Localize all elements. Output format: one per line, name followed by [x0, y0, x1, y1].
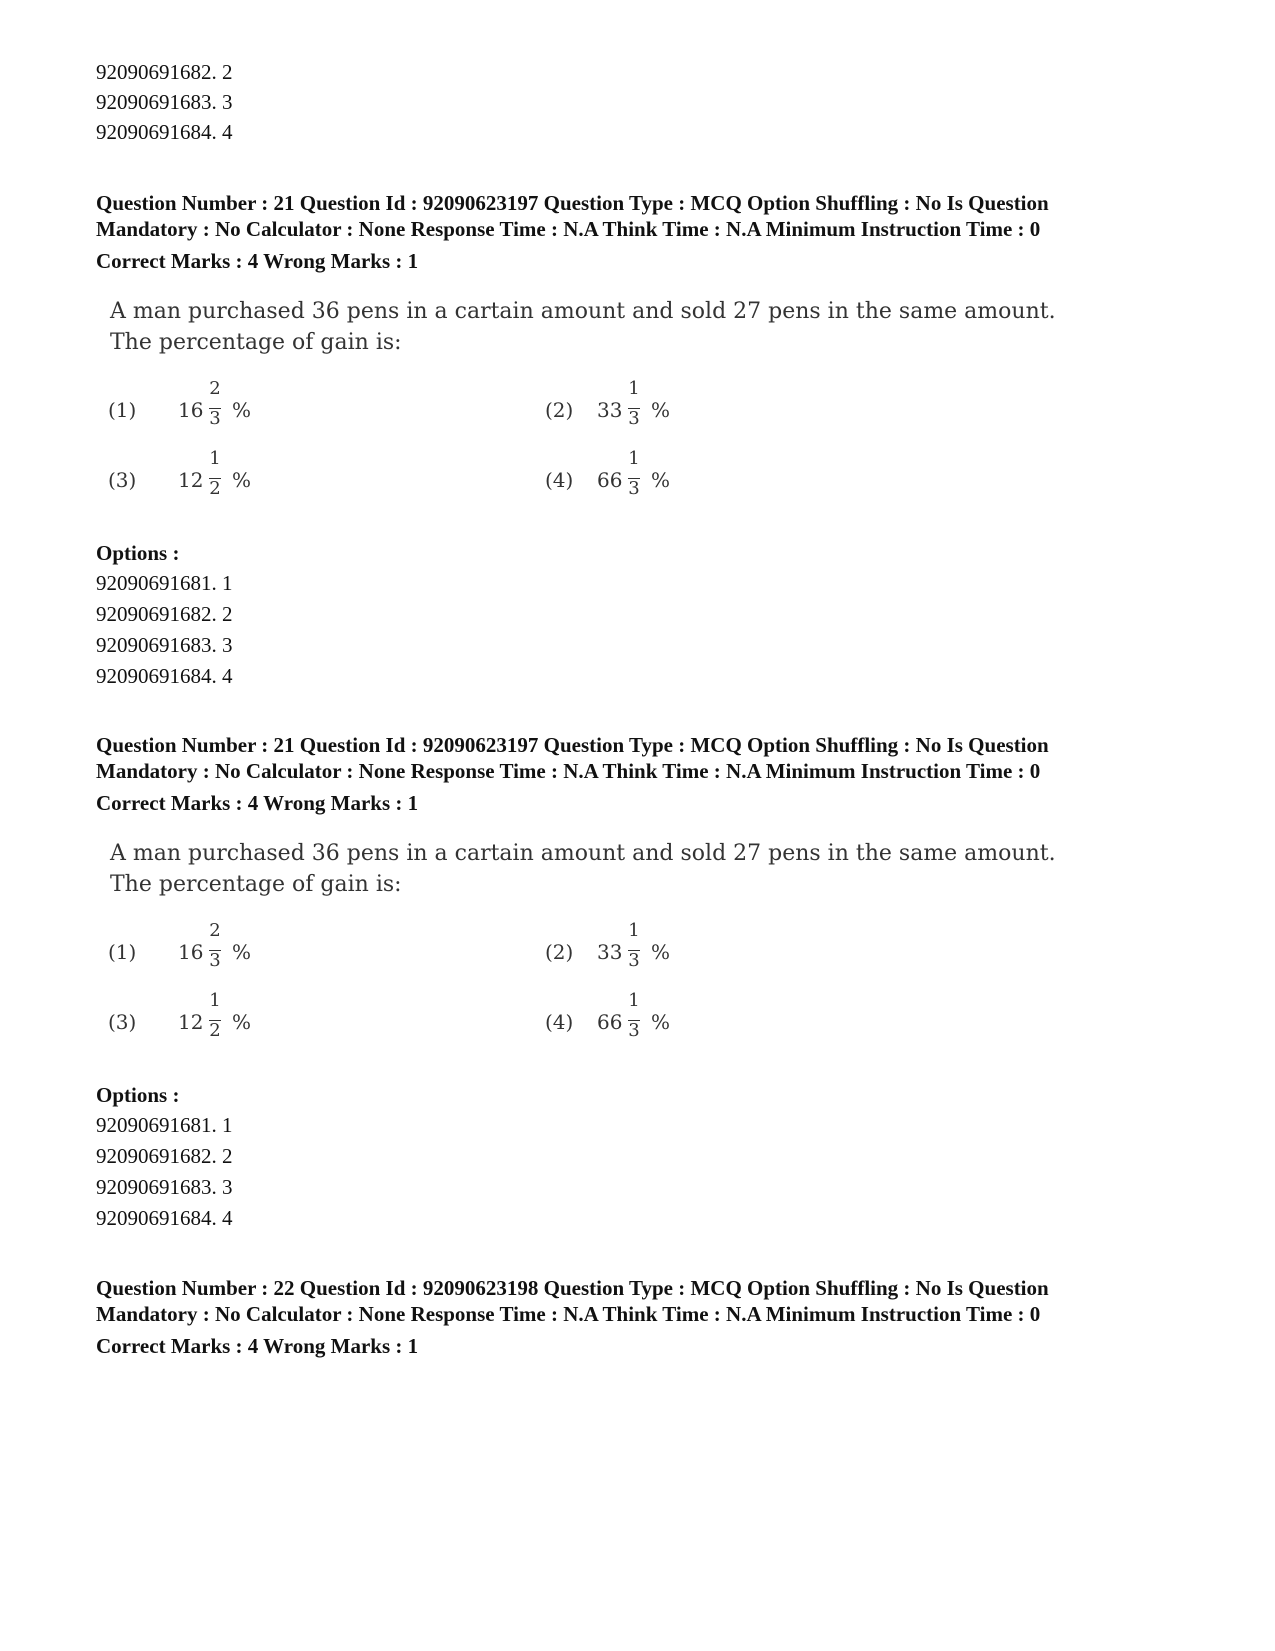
- question-header-line: Question Number : 21 Question Id : 92090623197 Question Type : MCQ Option Shuffling : No Is Question: [96, 191, 1049, 215]
- option-line: 92090691684. 4: [96, 120, 233, 144]
- percent-sign: %: [232, 468, 252, 492]
- denominator: 3: [628, 478, 640, 499]
- choice-number: (1): [108, 940, 137, 964]
- whole-part: 66: [597, 468, 623, 492]
- option-line: 92090691683. 3: [96, 1175, 233, 1199]
- question-header: [96, 732, 1176, 816]
- percent-sign: %: [651, 398, 671, 422]
- denominator: 2: [209, 1020, 221, 1041]
- option-line: 92090691683. 3: [96, 633, 233, 657]
- whole-part: 16: [178, 398, 204, 422]
- choice-number: (2): [545, 940, 574, 964]
- question-text-line: The percentage of gain is:: [110, 330, 402, 355]
- percent-sign: %: [651, 1010, 671, 1034]
- question-header-line: Mandatory : No Calculator : None Response Time : N.A Think Time : N.A Minimum Instruction Time : 0: [96, 217, 1041, 241]
- whole-part: 66: [597, 1010, 623, 1034]
- denominator: 3: [628, 408, 640, 429]
- denominator: 3: [209, 408, 221, 429]
- percent-sign: %: [651, 468, 671, 492]
- question-marks: Correct Marks : 4 Wrong Marks : 1: [96, 249, 419, 273]
- question-header-line: Mandatory : No Calculator : None Response Time : N.A Think Time : N.A Minimum Instruction Time : 0: [96, 759, 1041, 783]
- question-marks: Correct Marks : 4 Wrong Marks : 1: [96, 1334, 419, 1358]
- choice-number: (3): [108, 1010, 137, 1034]
- numerator: 1: [628, 990, 640, 1011]
- options-label: Options :: [96, 1083, 180, 1107]
- choice-number: (4): [545, 1010, 574, 1034]
- option-line: 92090691684. 4: [96, 1206, 233, 1230]
- question-header-line: Question Number : 21 Question Id : 92090623197 Question Type : MCQ Option Shuffling : No Is Question: [96, 733, 1049, 757]
- denominator: 2: [209, 478, 221, 499]
- numerator: 2: [209, 920, 221, 941]
- option-line: 92090691682. 2: [96, 1144, 233, 1168]
- question-header: [96, 1275, 1176, 1359]
- question-text: [110, 296, 1056, 358]
- whole-part: 12: [178, 1010, 204, 1034]
- percent-sign: %: [232, 1010, 252, 1034]
- option-line: 92090691681. 1: [96, 571, 233, 595]
- choice-number: (2): [545, 398, 574, 422]
- option-line: 92090691682. 2: [96, 602, 233, 626]
- percent-sign: %: [232, 398, 252, 422]
- question-header-line: Mandatory : No Calculator : None Response Time : N.A Think Time : N.A Minimum Instruction Time : 0: [96, 1302, 1041, 1326]
- whole-part: 12: [178, 468, 204, 492]
- option-line: 92090691683. 3: [96, 90, 233, 114]
- whole-part: 16: [178, 940, 204, 964]
- question-text-line: The percentage of gain is:: [110, 872, 402, 897]
- question-header-line: Question Number : 22 Question Id : 92090623198 Question Type : MCQ Option Shuffling : No Is Question: [96, 1276, 1049, 1300]
- numerator: 1: [628, 448, 640, 469]
- whole-part: 33: [597, 398, 623, 422]
- numerator: 1: [209, 990, 221, 1011]
- question-marks: Correct Marks : 4 Wrong Marks : 1: [96, 791, 419, 815]
- question-text-line: A man purchased 36 pens in a cartain amount and sold 27 pens in the same amount.: [110, 841, 1056, 866]
- numerator: 1: [628, 378, 640, 399]
- option-line: 92090691684. 4: [96, 664, 233, 688]
- question-text-line: A man purchased 36 pens in a cartain amount and sold 27 pens in the same amount.: [110, 299, 1056, 324]
- numerator: 1: [209, 448, 221, 469]
- numerator: 2: [209, 378, 221, 399]
- whole-part: 33: [597, 940, 623, 964]
- choice-number: (1): [108, 398, 137, 422]
- denominator: 3: [628, 950, 640, 971]
- question-header: [96, 190, 1176, 274]
- percent-sign: %: [232, 940, 252, 964]
- numerator: 1: [628, 920, 640, 941]
- choice-number: (3): [108, 468, 137, 492]
- options-label: Options :: [96, 541, 180, 565]
- percent-sign: %: [651, 940, 671, 964]
- option-line: 92090691682. 2: [96, 60, 233, 84]
- denominator: 3: [628, 1020, 640, 1041]
- denominator: 3: [209, 950, 221, 971]
- question-text: [110, 838, 1056, 900]
- option-line: 92090691681. 1: [96, 1113, 233, 1137]
- choice-number: (4): [545, 468, 574, 492]
